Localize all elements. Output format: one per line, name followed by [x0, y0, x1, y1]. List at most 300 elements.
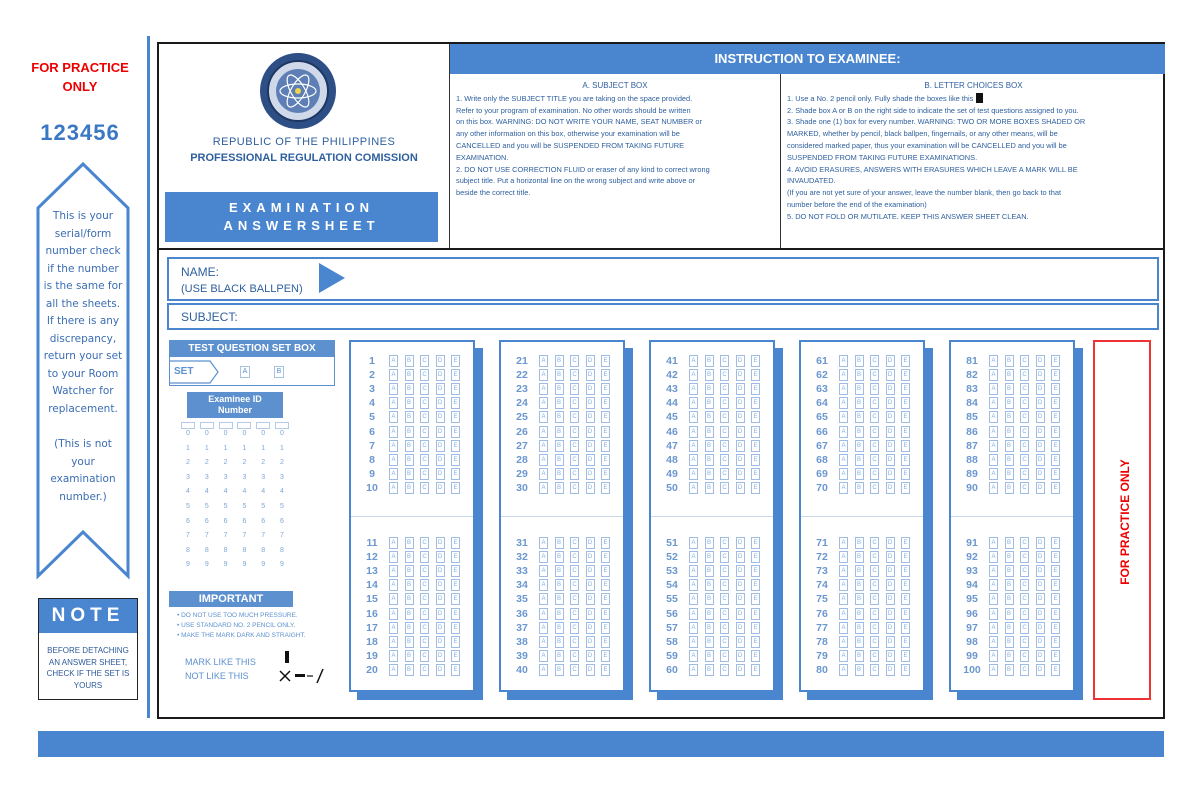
answer-bubble-e[interactable]: E	[901, 426, 910, 438]
answer-bubble-c[interactable]: C	[420, 650, 429, 662]
answer-bubble-d[interactable]: D	[736, 537, 745, 549]
answer-bubble-c[interactable]: C	[870, 551, 879, 563]
answer-bubble-d[interactable]: D	[1036, 426, 1045, 438]
answer-bubble-a[interactable]: A	[989, 650, 998, 662]
answer-bubble-e[interactable]: E	[1051, 579, 1060, 591]
answer-bubble-c[interactable]: C	[1020, 636, 1029, 648]
answer-bubble-d[interactable]: D	[586, 468, 595, 480]
answer-bubble-b[interactable]: B	[855, 369, 864, 381]
answer-bubble-d[interactable]: D	[1036, 593, 1045, 605]
answer-bubble-e[interactable]: E	[601, 454, 610, 466]
examinee-id-bubble[interactable]: 2	[261, 459, 266, 467]
answer-bubble-a[interactable]: A	[839, 468, 848, 480]
answer-bubble-b[interactable]: B	[855, 636, 864, 648]
answer-bubble-b[interactable]: B	[705, 411, 714, 423]
answer-bubble-c[interactable]: C	[420, 426, 429, 438]
answer-bubble-e[interactable]: E	[1051, 468, 1060, 480]
examinee-id-bubble[interactable]: 4	[261, 488, 266, 496]
answer-bubble-a[interactable]: A	[989, 411, 998, 423]
answer-bubble-e[interactable]: E	[751, 622, 760, 634]
answer-bubble-b[interactable]: B	[1005, 454, 1014, 466]
examinee-id-bubble[interactable]: 4	[242, 488, 247, 496]
examinee-id-bubble[interactable]: 9	[204, 561, 209, 569]
examinee-id-bubble[interactable]: 3	[186, 473, 190, 481]
answer-bubble-d[interactable]: D	[886, 369, 895, 381]
answer-bubble-c[interactable]: C	[870, 482, 879, 494]
answer-bubble-d[interactable]: D	[886, 482, 895, 494]
answer-bubble-e[interactable]: E	[451, 664, 460, 676]
answer-bubble-e[interactable]: E	[451, 650, 460, 662]
answer-bubble-a[interactable]: A	[539, 551, 548, 563]
answer-bubble-a[interactable]: A	[839, 565, 848, 577]
answer-bubble-c[interactable]: C	[1020, 565, 1029, 577]
answer-bubble-e[interactable]: E	[901, 369, 910, 381]
answer-bubble-d[interactable]: D	[1036, 411, 1045, 423]
answer-bubble-e[interactable]: E	[451, 593, 460, 605]
answer-bubble-c[interactable]: C	[1020, 355, 1029, 367]
answer-bubble-d[interactable]: D	[1036, 551, 1045, 563]
answer-bubble-a[interactable]: A	[839, 664, 848, 676]
answer-bubble-b[interactable]: B	[705, 622, 714, 634]
examinee-id-bubble[interactable]: 3	[223, 473, 228, 481]
answer-bubble-e[interactable]: E	[901, 454, 910, 466]
answer-bubble-d[interactable]: D	[886, 593, 895, 605]
answer-bubble-c[interactable]: C	[720, 383, 729, 395]
answer-bubble-d[interactable]: D	[736, 440, 745, 452]
answer-bubble-a[interactable]: A	[689, 579, 698, 591]
answer-bubble-e[interactable]: E	[901, 383, 910, 395]
answer-bubble-d[interactable]: D	[1036, 650, 1045, 662]
answer-bubble-d[interactable]: D	[886, 664, 895, 676]
answer-bubble-a[interactable]: A	[689, 411, 698, 423]
answer-bubble-a[interactable]: A	[989, 426, 998, 438]
answer-bubble-e[interactable]: E	[751, 411, 760, 423]
answer-bubble-e[interactable]: E	[451, 397, 460, 409]
answer-bubble-d[interactable]: D	[886, 411, 895, 423]
answer-bubble-e[interactable]: E	[751, 579, 760, 591]
answer-bubble-a[interactable]: A	[539, 383, 548, 395]
answer-bubble-c[interactable]: C	[720, 608, 729, 620]
answer-bubble-c[interactable]: C	[720, 537, 729, 549]
set-option-a[interactable]: A	[240, 366, 250, 378]
answer-bubble-d[interactable]: D	[1036, 537, 1045, 549]
answer-bubble-d[interactable]: D	[736, 551, 745, 563]
answer-bubble-c[interactable]: C	[420, 636, 429, 648]
answer-bubble-d[interactable]: D	[436, 411, 445, 423]
examinee-id-bubble[interactable]: 4	[186, 488, 190, 496]
answer-bubble-d[interactable]: D	[1036, 468, 1045, 480]
answer-bubble-d[interactable]: D	[436, 454, 445, 466]
answer-bubble-d[interactable]: D	[886, 622, 895, 634]
answer-bubble-b[interactable]: B	[555, 355, 564, 367]
examinee-id-bubble[interactable]: 5	[186, 502, 190, 510]
answer-bubble-e[interactable]: E	[901, 440, 910, 452]
answer-bubble-a[interactable]: A	[689, 440, 698, 452]
answer-bubble-a[interactable]: A	[689, 565, 698, 577]
examinee-id-bubble[interactable]: 8	[186, 546, 190, 554]
answer-bubble-b[interactable]: B	[405, 468, 414, 480]
answer-bubble-d[interactable]: D	[436, 664, 445, 676]
answer-bubble-d[interactable]: D	[436, 468, 445, 480]
answer-bubble-d[interactable]: D	[1036, 622, 1045, 634]
answer-bubble-b[interactable]: B	[705, 440, 714, 452]
examinee-id-bubble[interactable]: 6	[261, 517, 266, 525]
answer-bubble-b[interactable]: B	[705, 468, 714, 480]
answer-bubble-e[interactable]: E	[451, 440, 460, 452]
answer-bubble-b[interactable]: B	[705, 369, 714, 381]
answer-bubble-a[interactable]: A	[989, 608, 998, 620]
answer-bubble-c[interactable]: C	[570, 537, 579, 549]
answer-bubble-c[interactable]: C	[720, 411, 729, 423]
answer-bubble-d[interactable]: D	[586, 636, 595, 648]
answer-bubble-b[interactable]: B	[405, 440, 414, 452]
answer-bubble-a[interactable]: A	[689, 369, 698, 381]
answer-bubble-b[interactable]: B	[705, 593, 714, 605]
answer-bubble-b[interactable]: B	[855, 411, 864, 423]
answer-bubble-e[interactable]: E	[601, 551, 610, 563]
answer-bubble-a[interactable]: A	[689, 537, 698, 549]
answer-bubble-a[interactable]: A	[389, 622, 398, 634]
answer-bubble-c[interactable]: C	[420, 369, 429, 381]
subject-field[interactable]	[167, 303, 1159, 330]
answer-bubble-c[interactable]: C	[870, 440, 879, 452]
answer-bubble-c[interactable]: C	[420, 593, 429, 605]
answer-bubble-e[interactable]: E	[451, 482, 460, 494]
answer-bubble-c[interactable]: C	[720, 468, 729, 480]
answer-bubble-e[interactable]: E	[1051, 622, 1060, 634]
answer-bubble-b[interactable]: B	[705, 397, 714, 409]
answer-bubble-d[interactable]: D	[436, 355, 445, 367]
answer-bubble-d[interactable]: D	[736, 482, 745, 494]
answer-bubble-c[interactable]: C	[870, 397, 879, 409]
examinee-id-digit-box[interactable]	[256, 422, 270, 429]
answer-bubble-a[interactable]: A	[689, 636, 698, 648]
answer-bubble-c[interactable]: C	[570, 608, 579, 620]
examinee-id-bubble[interactable]: 2	[186, 459, 190, 467]
answer-bubble-c[interactable]: C	[570, 636, 579, 648]
answer-bubble-a[interactable]: A	[539, 454, 548, 466]
answer-bubble-a[interactable]: A	[389, 608, 398, 620]
answer-bubble-b[interactable]: B	[855, 551, 864, 563]
answer-bubble-d[interactable]: D	[586, 397, 595, 409]
answer-bubble-a[interactable]: A	[989, 636, 998, 648]
answer-bubble-c[interactable]: C	[1020, 551, 1029, 563]
answer-bubble-d[interactable]: D	[736, 593, 745, 605]
answer-bubble-c[interactable]: C	[870, 593, 879, 605]
answer-bubble-c[interactable]: C	[870, 411, 879, 423]
answer-bubble-b[interactable]: B	[1005, 355, 1014, 367]
answer-bubble-a[interactable]: A	[389, 355, 398, 367]
answer-bubble-e[interactable]: E	[901, 664, 910, 676]
answer-bubble-c[interactable]: C	[420, 565, 429, 577]
answer-bubble-b[interactable]: B	[555, 608, 564, 620]
answer-bubble-e[interactable]: E	[451, 468, 460, 480]
answer-bubble-c[interactable]: C	[1020, 650, 1029, 662]
answer-bubble-d[interactable]: D	[1036, 579, 1045, 591]
answer-bubble-e[interactable]: E	[901, 608, 910, 620]
answer-bubble-e[interactable]: E	[751, 551, 760, 563]
answer-bubble-e[interactable]: E	[751, 468, 760, 480]
answer-bubble-a[interactable]: A	[389, 482, 398, 494]
answer-bubble-d[interactable]: D	[586, 411, 595, 423]
answer-bubble-a[interactable]: A	[839, 426, 848, 438]
answer-bubble-c[interactable]: C	[870, 650, 879, 662]
answer-bubble-d[interactable]: D	[436, 608, 445, 620]
answer-bubble-b[interactable]: B	[555, 397, 564, 409]
answer-bubble-c[interactable]: C	[870, 537, 879, 549]
answer-bubble-c[interactable]: C	[870, 355, 879, 367]
answer-bubble-d[interactable]: D	[736, 383, 745, 395]
answer-bubble-d[interactable]: D	[1036, 355, 1045, 367]
answer-bubble-c[interactable]: C	[870, 622, 879, 634]
answer-bubble-e[interactable]: E	[901, 636, 910, 648]
examinee-id-digit-box[interactable]	[237, 422, 251, 429]
answer-bubble-b[interactable]: B	[405, 565, 414, 577]
answer-bubble-a[interactable]: A	[689, 482, 698, 494]
answer-bubble-d[interactable]: D	[436, 579, 445, 591]
examinee-id-bubble[interactable]: 5	[204, 502, 209, 510]
answer-bubble-b[interactable]: B	[555, 593, 564, 605]
answer-bubble-e[interactable]: E	[901, 579, 910, 591]
answer-bubble-b[interactable]: B	[1005, 664, 1014, 676]
examinee-id-bubble[interactable]: 5	[223, 502, 228, 510]
answer-bubble-a[interactable]: A	[839, 636, 848, 648]
answer-bubble-d[interactable]: D	[886, 565, 895, 577]
answer-bubble-b[interactable]: B	[405, 369, 414, 381]
answer-bubble-e[interactable]: E	[451, 636, 460, 648]
answer-bubble-a[interactable]: A	[839, 397, 848, 409]
answer-bubble-d[interactable]: D	[886, 440, 895, 452]
answer-bubble-a[interactable]: A	[389, 411, 398, 423]
answer-bubble-b[interactable]: B	[405, 636, 414, 648]
examinee-id-bubble[interactable]: 8	[280, 546, 284, 554]
answer-bubble-e[interactable]: E	[751, 383, 760, 395]
examinee-id-bubble[interactable]: 8	[223, 546, 228, 554]
examinee-id-bubble[interactable]: 2	[242, 459, 247, 467]
answer-bubble-d[interactable]: D	[886, 579, 895, 591]
answer-bubble-c[interactable]: C	[720, 426, 729, 438]
answer-bubble-b[interactable]: B	[405, 593, 414, 605]
answer-bubble-e[interactable]: E	[601, 636, 610, 648]
answer-bubble-a[interactable]: A	[539, 426, 548, 438]
answer-bubble-a[interactable]: A	[839, 355, 848, 367]
answer-bubble-d[interactable]: D	[436, 482, 445, 494]
answer-bubble-e[interactable]: E	[901, 537, 910, 549]
answer-bubble-b[interactable]: B	[555, 440, 564, 452]
answer-bubble-a[interactable]: A	[989, 440, 998, 452]
examinee-id-bubble[interactable]: 5	[261, 502, 266, 510]
answer-bubble-e[interactable]: E	[451, 369, 460, 381]
answer-bubble-b[interactable]: B	[405, 355, 414, 367]
examinee-id-bubble[interactable]: 2	[280, 459, 284, 467]
examinee-id-digit-box[interactable]	[219, 422, 233, 429]
answer-bubble-a[interactable]: A	[839, 622, 848, 634]
answer-bubble-b[interactable]: B	[855, 565, 864, 577]
answer-bubble-b[interactable]: B	[1005, 565, 1014, 577]
answer-bubble-e[interactable]: E	[901, 650, 910, 662]
answer-bubble-c[interactable]: C	[1020, 369, 1029, 381]
answer-bubble-a[interactable]: A	[989, 565, 998, 577]
answer-bubble-b[interactable]: B	[705, 537, 714, 549]
answer-bubble-b[interactable]: B	[705, 383, 714, 395]
examinee-id-bubble[interactable]: 7	[204, 532, 209, 540]
answer-bubble-c[interactable]: C	[1020, 537, 1029, 549]
answer-bubble-d[interactable]: D	[736, 622, 745, 634]
answer-bubble-e[interactable]: E	[1051, 565, 1060, 577]
answer-bubble-e[interactable]: E	[901, 565, 910, 577]
answer-bubble-c[interactable]: C	[420, 383, 429, 395]
answer-bubble-e[interactable]: E	[1051, 355, 1060, 367]
examinee-id-bubble[interactable]: 0	[242, 430, 247, 437]
examinee-id-bubble[interactable]: 6	[186, 517, 190, 525]
answer-bubble-c[interactable]: C	[570, 454, 579, 466]
answer-bubble-e[interactable]: E	[751, 440, 760, 452]
answer-bubble-b[interactable]: B	[555, 551, 564, 563]
answer-bubble-d[interactable]: D	[736, 426, 745, 438]
answer-bubble-c[interactable]: C	[570, 355, 579, 367]
answer-bubble-c[interactable]: C	[1020, 664, 1029, 676]
answer-bubble-b[interactable]: B	[1005, 537, 1014, 549]
examinee-id-bubble[interactable]: 7	[280, 532, 284, 540]
answer-bubble-c[interactable]: C	[570, 565, 579, 577]
answer-bubble-a[interactable]: A	[989, 454, 998, 466]
answer-bubble-d[interactable]: D	[886, 468, 895, 480]
answer-bubble-c[interactable]: C	[870, 636, 879, 648]
answer-bubble-e[interactable]: E	[751, 565, 760, 577]
answer-bubble-b[interactable]: B	[1005, 593, 1014, 605]
answer-bubble-c[interactable]: C	[570, 650, 579, 662]
answer-bubble-b[interactable]: B	[555, 411, 564, 423]
answer-bubble-c[interactable]: C	[720, 636, 729, 648]
examinee-id-bubble[interactable]: 0	[223, 430, 228, 437]
answer-bubble-d[interactable]: D	[1036, 565, 1045, 577]
examinee-id-bubble[interactable]: 8	[242, 546, 247, 554]
answer-bubble-e[interactable]: E	[601, 579, 610, 591]
answer-bubble-d[interactable]: D	[736, 636, 745, 648]
answer-bubble-a[interactable]: A	[689, 397, 698, 409]
answer-bubble-d[interactable]: D	[436, 622, 445, 634]
answer-bubble-b[interactable]: B	[1005, 636, 1014, 648]
answer-bubble-b[interactable]: B	[705, 608, 714, 620]
answer-bubble-a[interactable]: A	[389, 440, 398, 452]
answer-bubble-c[interactable]: C	[720, 482, 729, 494]
answer-bubble-c[interactable]: C	[420, 482, 429, 494]
answer-bubble-c[interactable]: C	[720, 397, 729, 409]
answer-bubble-e[interactable]: E	[1051, 383, 1060, 395]
answer-bubble-b[interactable]: B	[405, 608, 414, 620]
answer-bubble-e[interactable]: E	[451, 622, 460, 634]
answer-bubble-b[interactable]: B	[555, 482, 564, 494]
answer-bubble-d[interactable]: D	[736, 608, 745, 620]
answer-bubble-a[interactable]: A	[839, 411, 848, 423]
answer-bubble-a[interactable]: A	[539, 440, 548, 452]
examinee-id-bubble[interactable]: 4	[280, 488, 284, 496]
answer-bubble-c[interactable]: C	[420, 537, 429, 549]
answer-bubble-d[interactable]: D	[1036, 369, 1045, 381]
answer-bubble-c[interactable]: C	[1020, 593, 1029, 605]
answer-bubble-a[interactable]: A	[539, 565, 548, 577]
answer-bubble-d[interactable]: D	[436, 440, 445, 452]
answer-bubble-a[interactable]: A	[839, 650, 848, 662]
answer-bubble-e[interactable]: E	[901, 468, 910, 480]
answer-bubble-d[interactable]: D	[586, 650, 595, 662]
answer-bubble-d[interactable]: D	[586, 482, 595, 494]
examinee-id-bubble[interactable]: 8	[261, 546, 266, 554]
answer-bubble-a[interactable]: A	[839, 593, 848, 605]
answer-bubble-c[interactable]: C	[420, 468, 429, 480]
answer-bubble-d[interactable]: D	[886, 426, 895, 438]
answer-bubble-e[interactable]: E	[751, 593, 760, 605]
answer-bubble-e[interactable]: E	[751, 650, 760, 662]
answer-bubble-e[interactable]: E	[751, 608, 760, 620]
answer-bubble-b[interactable]: B	[555, 454, 564, 466]
answer-bubble-b[interactable]: B	[1005, 622, 1014, 634]
examinee-id-bubble[interactable]: 0	[261, 430, 266, 437]
answer-bubble-d[interactable]: D	[886, 650, 895, 662]
answer-bubble-d[interactable]: D	[586, 369, 595, 381]
answer-bubble-b[interactable]: B	[855, 593, 864, 605]
answer-bubble-c[interactable]: C	[870, 608, 879, 620]
answer-bubble-c[interactable]: C	[570, 440, 579, 452]
answer-bubble-d[interactable]: D	[436, 383, 445, 395]
answer-bubble-b[interactable]: B	[555, 579, 564, 591]
answer-bubble-b[interactable]: B	[555, 664, 564, 676]
answer-bubble-e[interactable]: E	[901, 593, 910, 605]
answer-bubble-e[interactable]: E	[751, 636, 760, 648]
answer-bubble-e[interactable]: E	[451, 537, 460, 549]
answer-bubble-d[interactable]: D	[886, 636, 895, 648]
answer-bubble-c[interactable]: C	[870, 383, 879, 395]
answer-bubble-d[interactable]: D	[736, 411, 745, 423]
answer-bubble-b[interactable]: B	[855, 537, 864, 549]
answer-bubble-c[interactable]: C	[570, 551, 579, 563]
answer-bubble-d[interactable]: D	[436, 636, 445, 648]
answer-bubble-b[interactable]: B	[405, 411, 414, 423]
examinee-id-bubble[interactable]: 1	[204, 444, 209, 452]
answer-bubble-e[interactable]: E	[1051, 482, 1060, 494]
answer-bubble-c[interactable]: C	[1020, 411, 1029, 423]
answer-bubble-b[interactable]: B	[855, 608, 864, 620]
answer-bubble-b[interactable]: B	[405, 454, 414, 466]
examinee-id-bubble[interactable]: 0	[280, 430, 284, 437]
answer-bubble-a[interactable]: A	[539, 650, 548, 662]
answer-bubble-c[interactable]: C	[420, 579, 429, 591]
answer-bubble-a[interactable]: A	[539, 608, 548, 620]
answer-bubble-c[interactable]: C	[720, 664, 729, 676]
answer-bubble-a[interactable]: A	[539, 468, 548, 480]
answer-bubble-d[interactable]: D	[886, 537, 895, 549]
answer-bubble-d[interactable]: D	[436, 397, 445, 409]
answer-bubble-e[interactable]: E	[1051, 664, 1060, 676]
answer-bubble-b[interactable]: B	[555, 383, 564, 395]
answer-bubble-d[interactable]: D	[736, 565, 745, 577]
answer-bubble-d[interactable]: D	[586, 355, 595, 367]
answer-bubble-c[interactable]: C	[420, 622, 429, 634]
answer-bubble-d[interactable]: D	[1036, 482, 1045, 494]
answer-bubble-e[interactable]: E	[1051, 454, 1060, 466]
answer-bubble-e[interactable]: E	[1051, 537, 1060, 549]
answer-bubble-b[interactable]: B	[855, 664, 864, 676]
examinee-id-bubble[interactable]: 7	[223, 532, 228, 540]
answer-bubble-e[interactable]: E	[751, 397, 760, 409]
answer-bubble-a[interactable]: A	[689, 664, 698, 676]
examinee-id-bubble[interactable]: 1	[261, 444, 266, 452]
answer-bubble-d[interactable]: D	[586, 593, 595, 605]
answer-bubble-c[interactable]: C	[570, 664, 579, 676]
answer-bubble-e[interactable]: E	[751, 426, 760, 438]
answer-bubble-a[interactable]: A	[539, 411, 548, 423]
answer-bubble-a[interactable]: A	[689, 593, 698, 605]
